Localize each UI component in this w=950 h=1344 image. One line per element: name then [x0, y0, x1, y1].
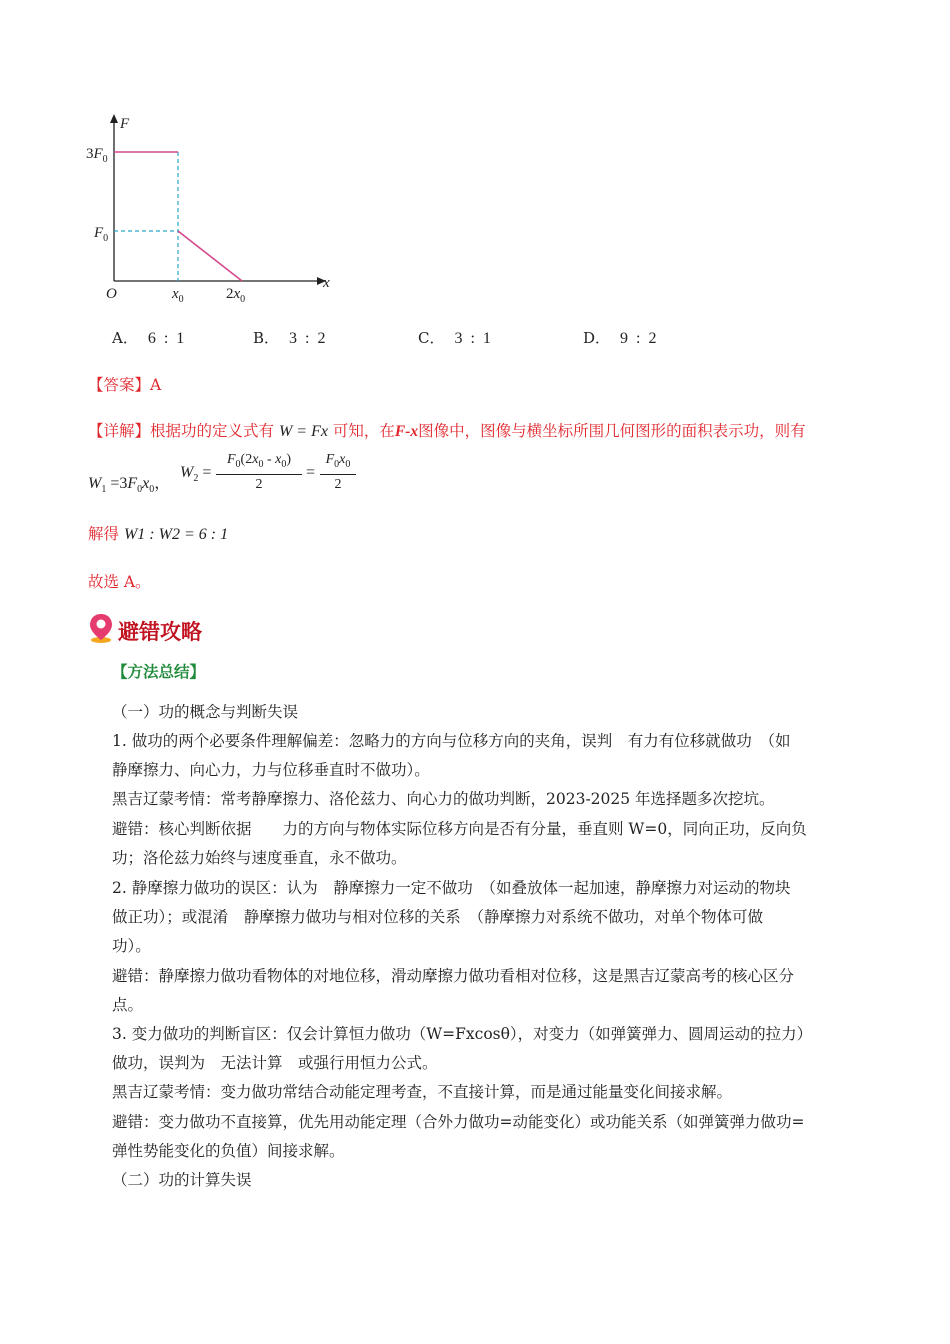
body-line-17: （二）功的计算失误 — [112, 1171, 252, 1189]
option-d[interactable] — [583, 327, 658, 348]
detail-line — [88, 419, 806, 441]
force-displacement-graph — [80, 108, 350, 308]
body-line-13: 做功，误判为 无法计算 或强行用恒力公式。 — [112, 1054, 438, 1072]
body-line-3: 静摩擦力、向心力，力与位移垂直时不做功）。 — [112, 761, 430, 779]
detail-text-rest: 图像中，图像与横坐标所围几何图形的面积表示功，则有 — [418, 422, 806, 440]
solve-line — [88, 522, 228, 544]
option-c-value: 3 : 1 — [454, 330, 493, 347]
option-d-value: 9 : 2 — [620, 330, 659, 347]
tick-2x0: $2x_0$ — [226, 286, 246, 305]
work-formula: $W_1 =3F_0x_0$， $W_2$ = $F_0(2x_0 - x_0)$ 2 = $F_0x_0$ 2 — [88, 452, 388, 502]
body-line-8: 做正功）；或混淆 静摩擦力做功与相对位移的关系 （静摩擦力对系统不做功，对单个物体可做 — [112, 908, 764, 926]
body-line-5: 避错：核心判断依据 力的方向与物体实际位移方向是否有分量，垂直则 W=0，同向正功，反向负 — [112, 820, 807, 838]
detail-fx: F-x — [394, 423, 419, 440]
method-title: 【方法总结】 — [112, 662, 206, 681]
y-axis-arrow — [110, 114, 118, 123]
tick-3f0: $3F_0$ — [86, 146, 108, 165]
option-b-value: 3 : 2 — [289, 330, 328, 347]
y-axis-label: F — [120, 116, 130, 132]
body-line-11: 点。 — [112, 996, 144, 1014]
origin-label: O — [106, 286, 117, 302]
option-a[interactable] — [112, 327, 186, 348]
option-a-value: 6 : 1 — [147, 330, 187, 347]
body-line-4: 黑吉辽蒙考情：常考静摩擦力、洛伦兹力、向心力的做功判断，2023-2025 年选择题多次挖坑。 — [112, 790, 775, 808]
section-title: 避错攻略 — [118, 620, 202, 644]
body-line-7: 2. 静摩擦力做功的误区：认为 静摩擦力一定不做功 （如叠放体一起加速，静摩擦力对运动的物块 — [112, 879, 791, 897]
body-line-12: 3. 变力做功的判断盲区：仅会计算恒力做功（W=Fxcosθ），对变力（如弹簧弹力、圆周运动的拉力） — [112, 1025, 813, 1043]
detail-label: 【详解】 — [88, 422, 151, 440]
detail-text-after: 可知，在 — [332, 422, 395, 440]
conclusion: 故选 A。 — [88, 573, 151, 591]
solve-prefix: 解得 — [88, 525, 120, 543]
option-c[interactable] — [418, 327, 493, 348]
body-line-16: 弹性势能变化的负值）间接求解。 — [112, 1142, 345, 1160]
tick-x0: $x_0$ — [172, 286, 184, 305]
body-line-9: 功）。 — [112, 937, 151, 955]
option-b-letter: B． — [253, 329, 280, 347]
solve-result: W1 : W2 = 6 : 1 — [123, 526, 229, 543]
answer-line — [88, 373, 161, 395]
option-a-letter: A． — [112, 329, 138, 347]
body-line-14: 黑吉辽蒙考情：变力做功常结合动能定理考查，不直接计算，而是通过能量变化间接求解。 — [112, 1083, 733, 1101]
x-axis-label: x — [323, 275, 330, 291]
body-line-1: （一）功的概念与判断失误 — [112, 703, 299, 721]
body-line-15: 避错：变力做功不直接算，优先用动能定理（合外力做功=动能变化）或功能关系（如弹簧弹力做功= — [112, 1113, 805, 1131]
answer-label: 【答案】 — [88, 376, 151, 394]
detail-formula: W = Fx — [278, 423, 328, 440]
option-b[interactable] — [253, 327, 327, 348]
answer-value: A — [150, 376, 162, 394]
option-d-letter: D． — [583, 329, 611, 347]
tick-f0: $F_0$ — [94, 225, 109, 244]
force-curve-slope — [178, 231, 242, 281]
location-pin-icon — [88, 612, 116, 644]
option-c-letter: C． — [418, 329, 445, 347]
detail-text-before: 根据功的定义式有 — [150, 422, 275, 440]
body-line-2: 1. 做功的两个必要条件理解偏差：忽略力的方向与位移方向的夹角，误判 有力有位移就做功 （如 — [112, 732, 791, 750]
body-line-6: 功；洛伦兹力始终与速度垂直，永不做功。 — [112, 849, 407, 867]
body-line-10: 避错：静摩擦力做功看物体的对地位移，滑动摩擦力做功看相对位移，这是黑吉辽蒙高考的核心区分 — [112, 967, 795, 985]
